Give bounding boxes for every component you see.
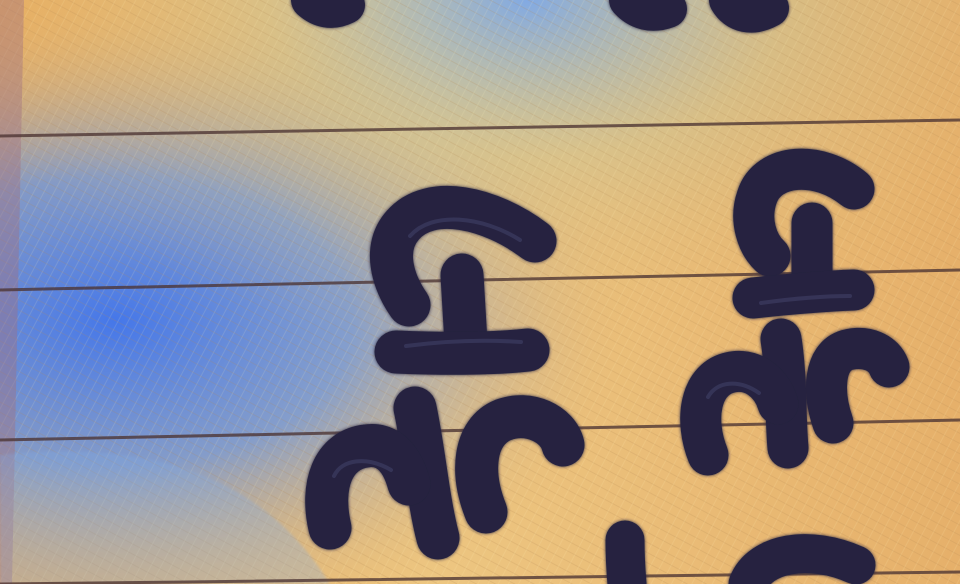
ink-stroke <box>625 540 627 584</box>
ink-stroke <box>728 0 770 14</box>
ink-stroke <box>396 350 528 353</box>
ink-stroke <box>310 0 346 9</box>
ink-stroke <box>628 0 668 12</box>
